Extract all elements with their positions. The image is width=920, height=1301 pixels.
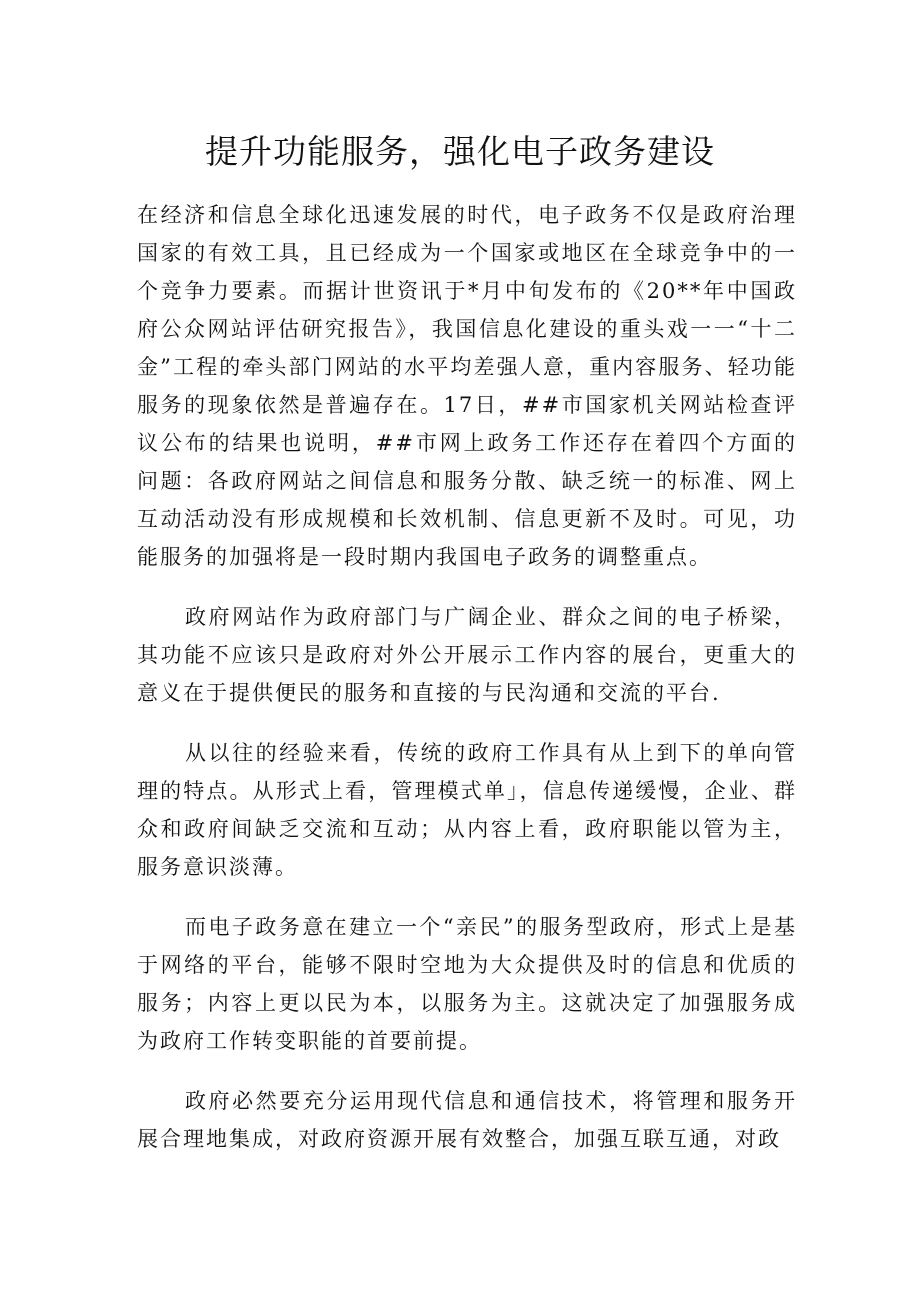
paragraph-5: 政府必然要充分运用现代信息和通信技术，将管理和服务开展合理地集成，对政府资源开展有效整合，加强互联互通，对政: [137, 1089, 797, 1151]
paragraph-2: 政府网站作为政府部门与广阔企业、群众之间的电子桥梁，其功能不应该只是政府对外公开展示工作内容的展台，更重大的意义在于提供便民的服务和直接的与民沟通和交流的平台.: [137, 605, 797, 705]
paragraph-3: 从以往的经验来看，传统的政府工作具有从上到下的单向管理的特点。从形式上看，管理模式单」，信息传递缓慢，企业、群众和政府间缺乏交流和互动；从内容上看，政府职能以管为主，服务意识淡薄。: [137, 741, 797, 879]
paragraph-1: 在经济和信息全球化迅速发展的时代，电子政务不仅是政府治理国家的有效工具，且已经成为一个国家或地区在全球竞争中的一个竞争力要素。而据计世资讯于*月中旬发布的《20**年中国政府公众网站评估研究报告》，我国信息化建设的重头戏一一“十二金”工程的牵头部门网站的水平均差强人意，重内容服务、轻功能服务的现象依然是普遍存在。17日，##市国家机关网站检查评议公布的结果也说明，##市网上政务工作还存在着四个方面的问题：各政府网站之间信息和服务分散、缺乏统一的标准、网上互动活动没有形成规模和长效机制、信息更新不及时。可见，功能服务的加强将是一段时期内我国电子政务的调整重点。: [137, 203, 797, 569]
document-body: [137, 196, 797, 1180]
document-title: 提升功能服务，强化电子政务建设: [205, 132, 715, 171]
paragraph-4: 而电子政务意在建立一个“亲民”的服务型政府，形式上是基于网络的平台，能够不限时空地为大众提供及时的信息和优质的服务；内容上更以民为本，以服务为主。这就决定了加强服务成为政府工作转变职能的首要前提。: [137, 915, 797, 1053]
